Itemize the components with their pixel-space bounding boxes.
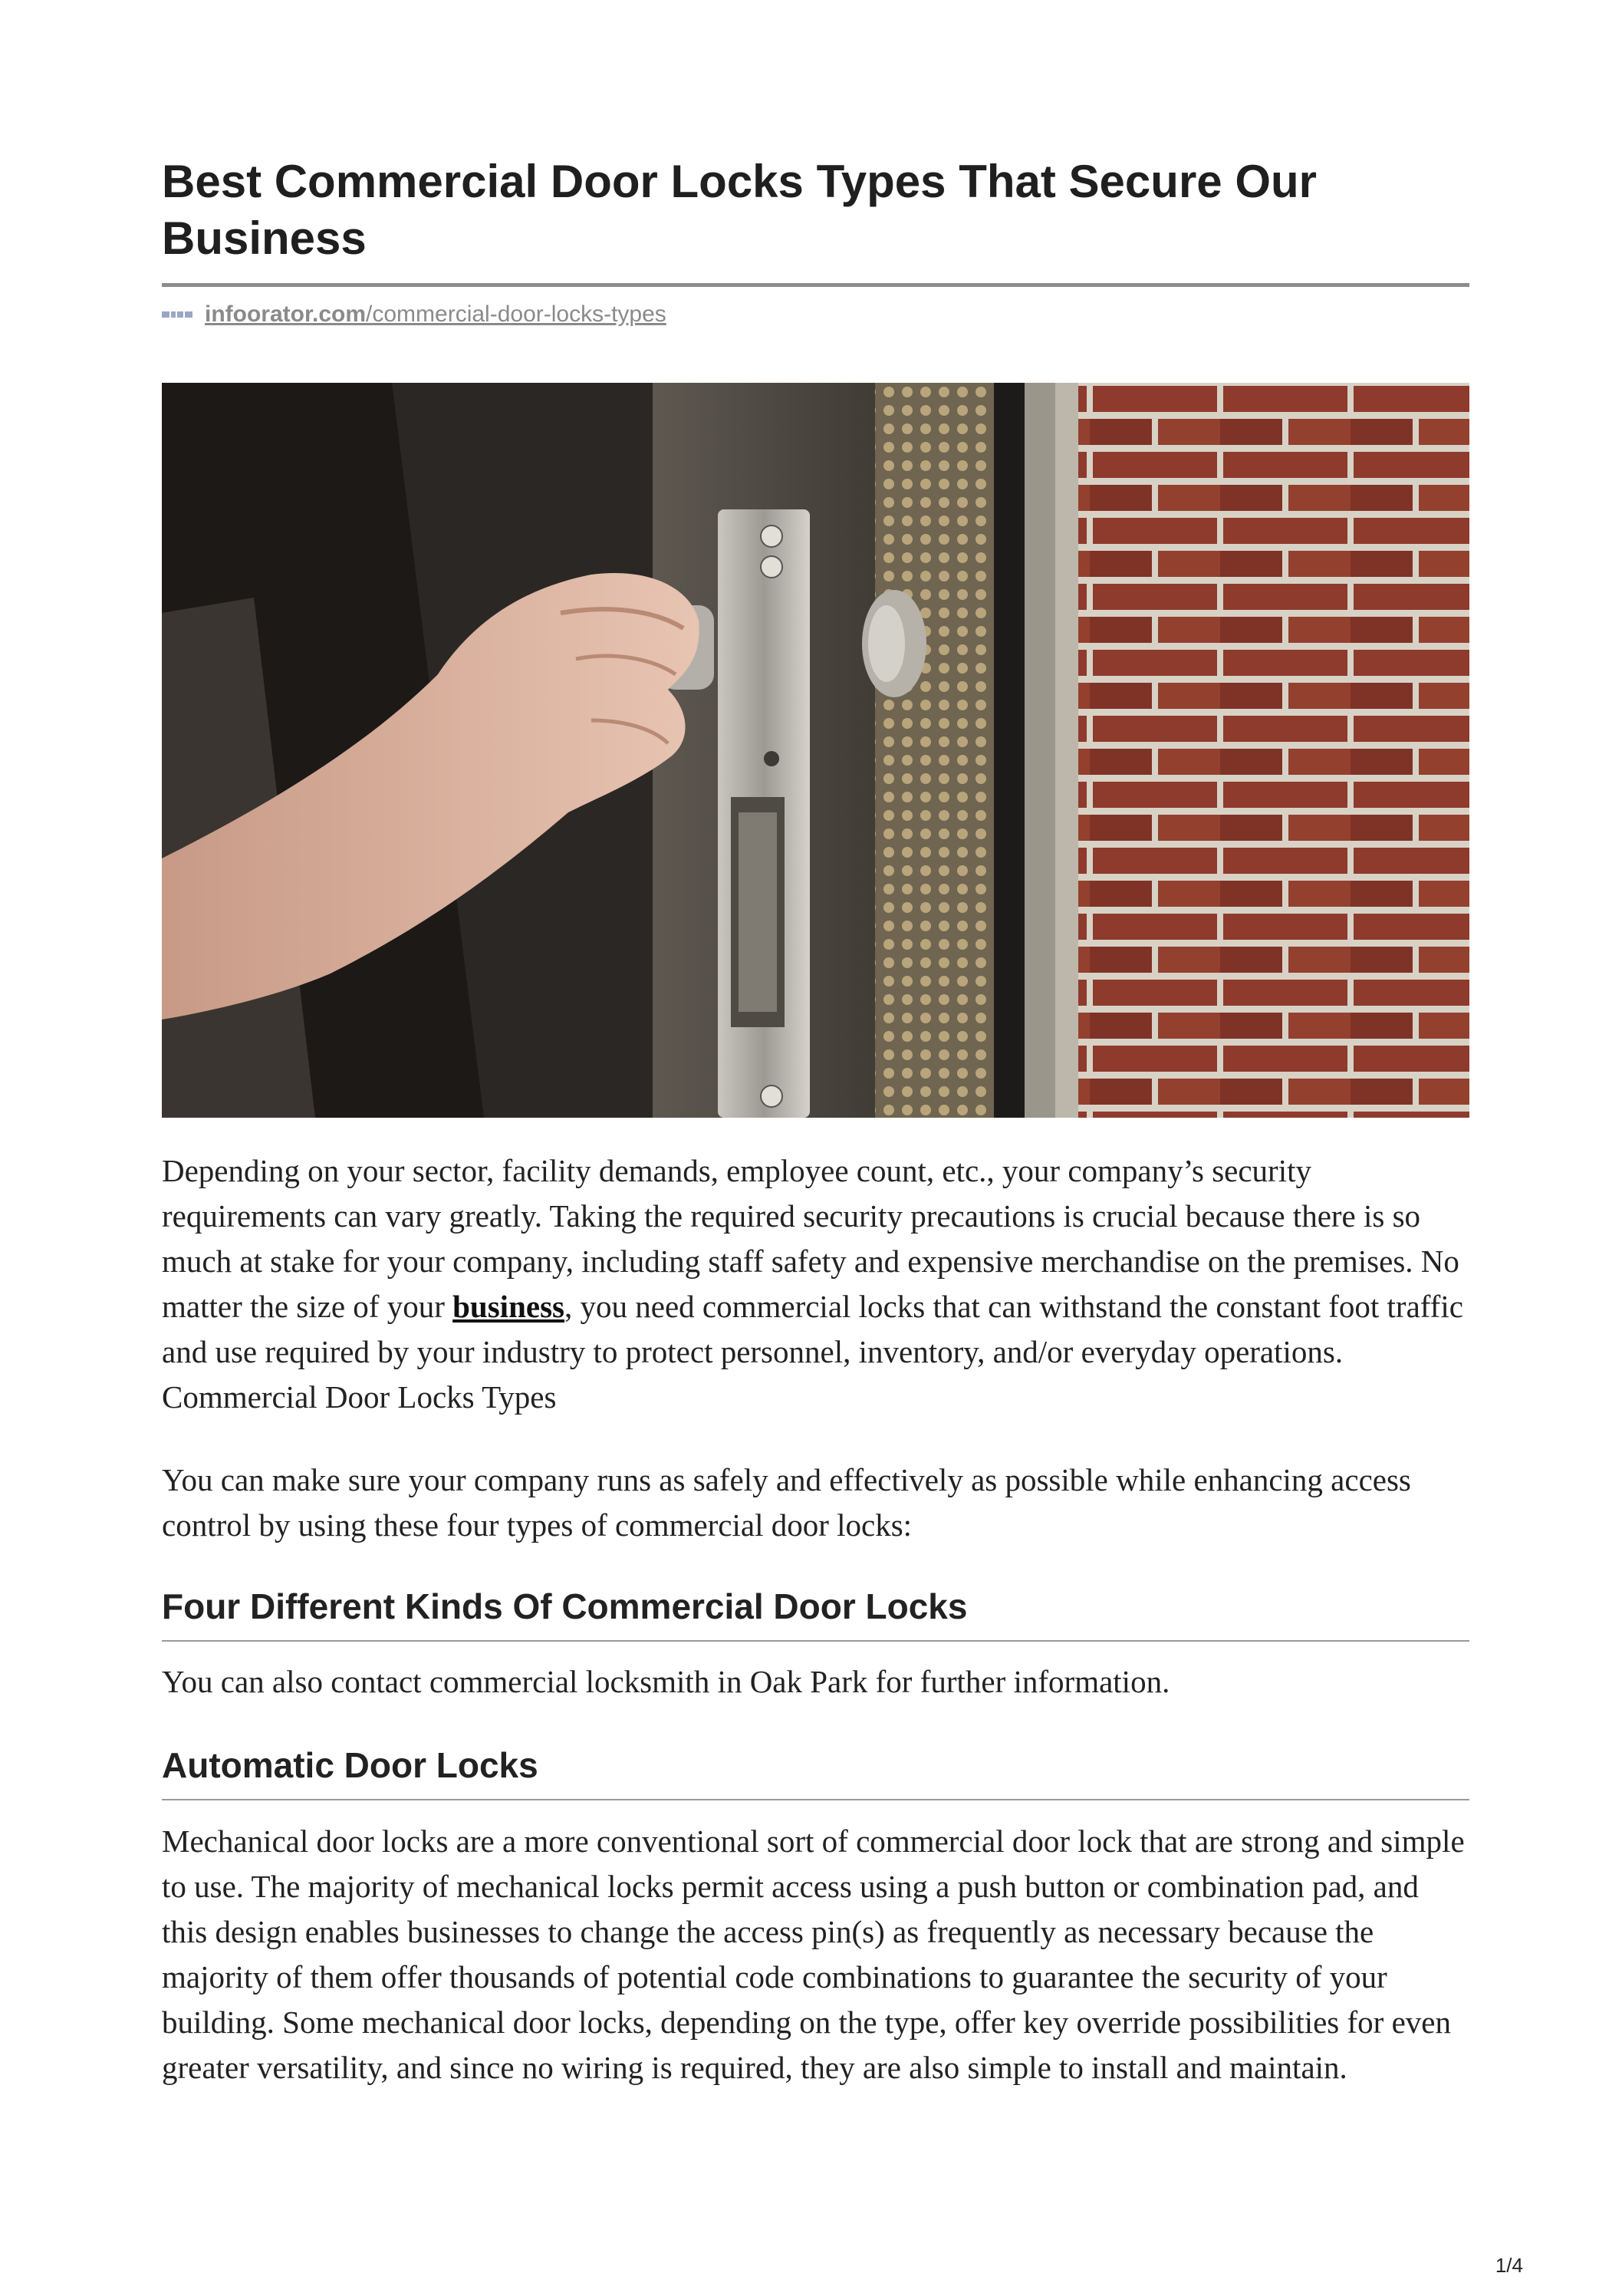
page-title: Best Commercial Door Locks Types That Secure Our Business [162, 156, 1318, 264]
intro-paragraph [162, 1148, 1469, 1420]
source-domain-link[interactable]: infoorator.com [205, 301, 367, 327]
section-heading-automatic: Automatic Door Locks [162, 1745, 538, 1785]
site-favicon-icon [162, 311, 194, 318]
intro-text-start: Depending on your sector, facility demands, employee count, etc., your company’s security requirements can vary greatly. Taking the required security precautions is crucial because there is so much at stake for your company, including staff safety and expensive merchandise on the premises. No matter the size of your [162, 1153, 1459, 1324]
door-lock-photo-icon [162, 383, 1469, 1118]
business-link[interactable]: business [452, 1289, 564, 1324]
types-intro-paragraph: You can make sure your company runs as safely and effectively as possible while enhancing access control by using these four types of commercial door locks: [162, 1462, 1411, 1543]
page-number: 1/4 [1495, 2254, 1523, 2277]
hero-image [162, 383, 1469, 1118]
source-path-link[interactable]: /commercial-door-locks-types [366, 301, 666, 327]
section-divider [162, 1640, 1469, 1642]
section-divider [162, 1799, 1469, 1800]
section-heading-kinds: Four Different Kinds Of Commercial Door Locks [162, 1586, 968, 1626]
mechanical-locks-paragraph: Mechanical door locks are a more conventional sort of commercial door lock that are strong and simple to use. The majority of mechanical locks permit access using a push button or combination pad, and this design enables businesses to change the access pin(s) as frequently as necessary because the majority of them offer thousands of potential code combinations to guarantee the security of your building. Some mechanical door locks, depending on the type, offer key override possibilities for even greater versatility, and since no wiring is required, they are also simple to install and maintain. [162, 1823, 1465, 2085]
title-divider [162, 283, 1469, 287]
source-line [162, 301, 666, 328]
intro-text-end: , you need commercial locks that can withstand the constant foot traffic and use required by your industry to protect personnel, inventory, and/or everyday operations. Commercial Door Locks Types [162, 1289, 1463, 1415]
contact-paragraph: You can also contact commercial locksmith in Oak Park for further information. [162, 1664, 1170, 1699]
